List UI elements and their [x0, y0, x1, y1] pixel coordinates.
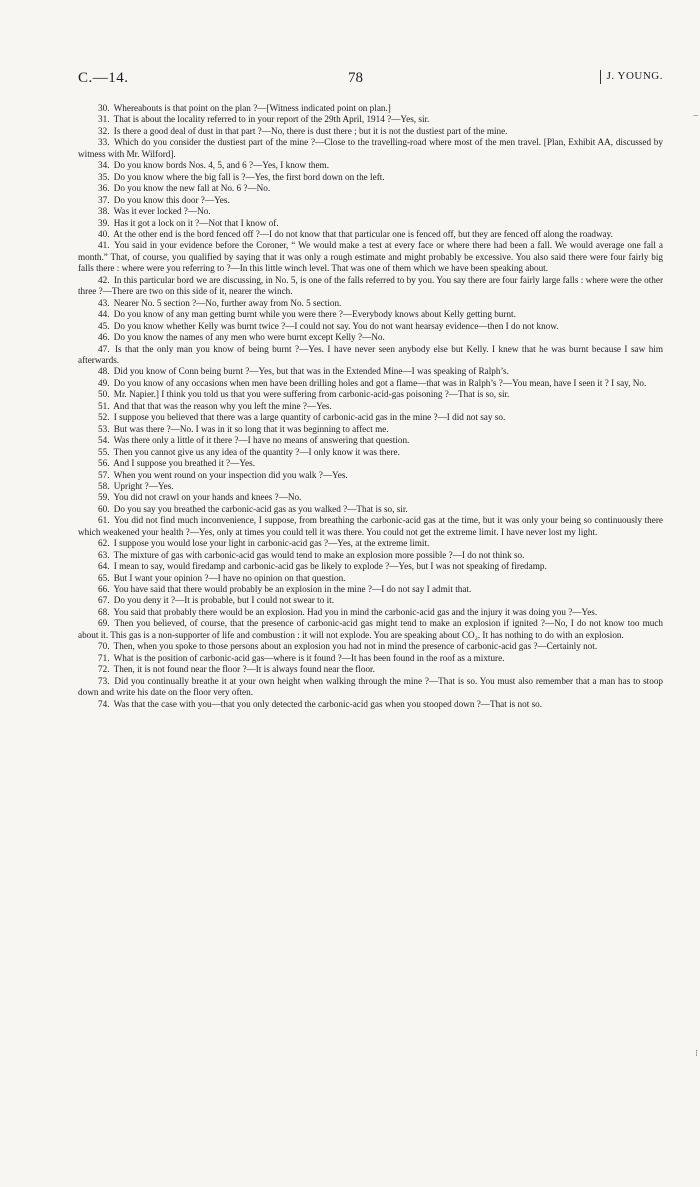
margin-mark: ⁝ — [695, 1048, 698, 1058]
question-answer-text: When you went round on your inspection did you walk ?—Yes. — [113, 469, 348, 480]
testimony-paragraph — [78, 412, 663, 423]
question-answer-text: Do you know this door ?—Yes. — [113, 194, 230, 205]
testimony-paragraph — [78, 103, 663, 114]
question-number: 44. — [98, 309, 110, 320]
question-number: 31. — [98, 114, 110, 125]
question-answer-text: What is the position of carbonic-acid gas—where is it found ?—It has been found in the roof as a mixture. — [113, 652, 505, 663]
testimony-paragraph — [78, 309, 663, 320]
question-answer-text: Nearer No. 5 section ?—No, further away from No. 5 section. — [113, 297, 342, 308]
question-answer-text: That is about the locality referred to in your report of the 29th April, 1914 ?—Yes, sir. — [113, 114, 430, 125]
question-answer-text: Do you know of any man getting burnt while you were there ?—Everybody knows about Kelly getting burnt. — [113, 309, 516, 320]
testimony-paragraph — [78, 137, 663, 160]
question-answer-text: Do you know the new fall at No. 6 ?—No. — [113, 183, 271, 194]
page-number: 78 — [348, 70, 363, 86]
testimony-paragraph — [78, 160, 663, 171]
question-number: 61. — [98, 515, 110, 526]
question-number: 55. — [98, 446, 110, 457]
question-number: 33. — [98, 137, 110, 148]
testimony-paragraph — [78, 561, 663, 572]
testimony-paragraph — [78, 332, 663, 343]
testimony-paragraph — [78, 664, 663, 675]
page-header — [78, 70, 663, 92]
question-number: 65. — [98, 572, 110, 583]
question-answer-text: You said in your evidence before the Coroner, “ We would make a test at every face or where there had been a fall. We would average one fall a month.” That, of course, you qualified by saying that it was only a rough estimate and might probably be excessive. You also said there were four fairly big falls there : where were you referring to ?—In this little winch level. That was one of them which we have been speaking about. — [78, 240, 663, 274]
question-answer-text: You did not crawl on your hands and knees ?—No. — [113, 492, 302, 503]
question-number: 68. — [98, 606, 110, 617]
question-answer-text: But I want your opinion ?—I have no opinion on that question. — [113, 572, 346, 583]
question-number: 58. — [98, 480, 110, 491]
witness-name: J. YOUNG. — [606, 70, 663, 82]
question-answer-text: You said that probably there would be an explosion. Had you in mind the carbonic-acid gas and the injury it was doing you ?—Yes. — [113, 606, 598, 617]
question-number: 41. — [98, 240, 110, 251]
question-answer-text: Do you know the names of any men who were burnt except Kelly ?—No. — [113, 332, 385, 343]
question-answer-text: Whereabouts is that point on the plan ?—[Witness indicated point on plan.] — [113, 103, 391, 113]
question-number: 30. — [98, 103, 110, 113]
question-number: 37. — [98, 194, 110, 205]
question-answer-text: Do you know where the big fall is ?—Yes, the first bord down on the left. — [113, 171, 385, 182]
testimony-paragraph — [78, 470, 663, 481]
question-answer-text: At the other end is the bord fenced off ?—I do not know that that particular one is fenced off, but they are fenced off along the roadway. — [113, 228, 613, 239]
question-answer-text: Is there a good deal of dust in that part ?—No, there is dust there ; but it is not the dustiest part of the mine. — [113, 125, 508, 136]
question-number: 54. — [98, 435, 110, 446]
testimony-paragraph — [78, 229, 663, 240]
testimony-body — [78, 103, 663, 710]
testimony-paragraph — [78, 206, 663, 217]
question-answer-text: Then you believed, of course, that the presence of carbonic-acid gas might tend to make an explosion if ignited ?—No, I do not know too much about it. This gas is a non-supporter of life and combustion : it will not explode. You are speaking about CO₂. It has nothing to do with an explosion. — [78, 618, 663, 640]
question-number: 60. — [98, 503, 110, 514]
testimony-paragraph — [78, 584, 663, 595]
question-answer-text: But was there ?—No. I was in it so long that it was beginning to affect me. — [113, 423, 389, 434]
testimony-paragraph — [78, 458, 663, 469]
testimony-paragraph — [78, 641, 663, 652]
testimony-paragraph — [78, 653, 663, 664]
testimony-paragraph — [78, 607, 663, 618]
question-answer-text: Is that the only man you know of being burnt ?—Yes. I have never seen anybody else but Kelly. I knew that he was burnt because I saw him afterwards. — [78, 343, 663, 365]
question-number: 36. — [98, 183, 110, 194]
testimony-paragraph — [78, 447, 663, 458]
testimony-paragraph — [78, 538, 663, 549]
question-answer-text: Did you know of Conn being burnt ?—Yes, but that was in the Extended Mine—I was speaking of Ralph’s. — [113, 366, 509, 377]
question-number: 57. — [98, 469, 110, 480]
question-number: 62. — [98, 538, 110, 549]
question-number: 45. — [98, 320, 110, 331]
question-number: 51. — [98, 400, 110, 411]
question-answer-text: Which do you consider the dustiest part of the mine ?—Close to the travelling-road where most of the men travel. [Plan, Exhibit AA, discussed by witness with Mr. Wilford]. — [78, 137, 663, 159]
question-number: 59. — [98, 492, 110, 503]
question-number: 66. — [98, 584, 110, 595]
question-number: 38. — [98, 206, 110, 217]
question-answer-text: Mr. Napier.] I think you told us that you were suffering from carbonic-acid-gas poisoning ?—That is so, sir. — [113, 389, 510, 400]
testimony-paragraph — [78, 515, 663, 538]
testimony-paragraph — [78, 573, 663, 584]
testimony-paragraph — [78, 618, 663, 641]
question-answer-text: Was that the case with you—that you only detected the carbonic-acid gas when you stooped down ?—That is not so. — [113, 698, 543, 709]
question-number: 72. — [98, 664, 110, 675]
question-answer-text: Do you know bords Nos. 4, 5, and 6 ?—Yes, I know them. — [113, 160, 329, 171]
testimony-paragraph — [78, 344, 663, 367]
question-answer-text: The mixture of gas with carbonic-acid gas would tend to make an explosion more possible ?—I do not think so. — [113, 549, 525, 560]
testimony-paragraph — [78, 321, 663, 332]
question-answer-text: Has it got a lock on it ?—Not that I know of. — [113, 217, 279, 228]
testimony-paragraph — [78, 275, 663, 298]
question-answer-text: You have said that there would probably be an explosion in the mine ?—I do not say I admit that. — [113, 584, 472, 595]
testimony-paragraph — [78, 699, 663, 710]
question-number: 73. — [98, 675, 110, 686]
question-answer-text: Do you deny it ?—It is probable, but I could not swear to it. — [113, 595, 334, 606]
testimony-paragraph — [78, 424, 663, 435]
question-answer-text: I suppose you believed that there was a large quantity of carbonic-acid gas in the mine ?—I did not say so. — [113, 412, 506, 423]
question-number: 70. — [98, 641, 110, 652]
question-answer-text: Was there only a little of it there ?—I have no means of answering that question. — [113, 435, 410, 446]
question-number: 67. — [98, 595, 110, 606]
question-number: 71. — [98, 652, 110, 663]
question-answer-text: You did not find much inconvenience, I suppose, from breathing the carbonic-acid gas at the time, but it was only your being so continuously there which weakened your health ?—Yes, only at times you could tell it was there. You could not get the extreme limit. I have never lost my light. — [78, 515, 663, 537]
question-number: 69. — [98, 618, 110, 629]
question-answer-text: I mean to say, would firedamp and carbonic-acid gas be likely to explode ?—Yes, but I was not speaking of firedamp. — [113, 561, 547, 572]
testimony-paragraph — [78, 195, 663, 206]
question-answer-text: Then, it is not found near the floor ?—It is always found near the floor. — [113, 664, 375, 675]
testimony-paragraph — [78, 492, 663, 503]
question-answer-text: In this particular bord we are discussing, in No. 5, is one of the falls referred to by you. You say there are four fairly large falls : where were the other three ?—There are two on this side of it, nearer the winch. — [78, 274, 663, 297]
question-answer-text: I suppose you would lose your light in carbonic-acid gas ?—Yes, at the extreme limit. — [113, 538, 430, 549]
testimony-paragraph — [78, 114, 663, 125]
question-number: 40. — [98, 228, 110, 239]
testimony-paragraph — [78, 550, 663, 561]
testimony-paragraph — [78, 172, 663, 183]
question-answer-text: And that that was the reason why you left the mine ?—Yes. — [113, 400, 332, 411]
question-number: 52. — [98, 412, 110, 423]
testimony-paragraph — [78, 401, 663, 412]
question-number: 64. — [98, 561, 110, 572]
testimony-paragraph — [78, 183, 663, 194]
question-answer-text: And I suppose you breathed it ?—Yes. — [113, 458, 255, 469]
testimony-paragraph — [78, 218, 663, 229]
question-number: 39. — [98, 217, 110, 228]
testimony-paragraph — [78, 481, 663, 492]
testimony-paragraph — [78, 504, 663, 515]
question-number: 48. — [98, 366, 110, 377]
section-reference: C.—14. — [78, 70, 129, 86]
question-number: 50. — [98, 389, 110, 400]
question-number: 42. — [98, 274, 110, 285]
question-number: 56. — [98, 458, 110, 469]
question-answer-text: Then you cannot give us any idea of the quantity ?—I only know it was there. — [113, 446, 400, 457]
question-number: 46. — [98, 332, 110, 343]
question-answer-text: Upright ?—Yes. — [113, 480, 174, 491]
testimony-paragraph — [78, 240, 663, 274]
question-number: 32. — [98, 125, 110, 136]
testimony-paragraph — [78, 435, 663, 446]
question-answer-text: Do you say you breathed the carbonic-acid gas as you walked ?—That is so, sir. — [113, 503, 408, 514]
question-answer-text: Do you know of any occasions when men have been drilling holes and got a flame—that was in Ralph’s ?—You mean, have I seen it ? I say, No. — [113, 377, 647, 388]
margin-mark: – — [693, 110, 698, 120]
testimony-paragraph — [78, 298, 663, 309]
question-answer-text: Did you continually breathe it at your own height when walking through the mine ?—That is so. You must also remember that a man has to stoop down and write his date on the floor very often. — [78, 675, 664, 698]
question-number: 35. — [98, 171, 110, 182]
question-number: 34. — [98, 160, 110, 171]
document-page — [78, 70, 663, 710]
question-number: 53. — [98, 423, 110, 434]
question-number: 74. — [98, 698, 110, 709]
testimony-paragraph — [78, 389, 663, 400]
testimony-paragraph — [78, 378, 663, 389]
testimony-paragraph — [78, 595, 663, 606]
testimony-paragraph — [78, 676, 663, 699]
testimony-paragraph — [78, 366, 663, 377]
question-number: 47. — [98, 343, 110, 354]
question-number: 43. — [98, 297, 110, 308]
question-answer-text: Do you know whether Kelly was burnt twice ?—I could not say. You do not want hearsay evidence—then I do not know. — [113, 320, 559, 331]
question-answer-text: Was it ever locked ?—No. — [113, 206, 211, 217]
question-number: 49. — [98, 377, 110, 388]
question-answer-text: Then, when you spoke to those persons about an explosion you had not in mind the presence of carbonic-acid gas ?—Certainly not. — [113, 641, 598, 652]
question-number: 63. — [98, 549, 110, 560]
testimony-paragraph — [78, 126, 663, 137]
